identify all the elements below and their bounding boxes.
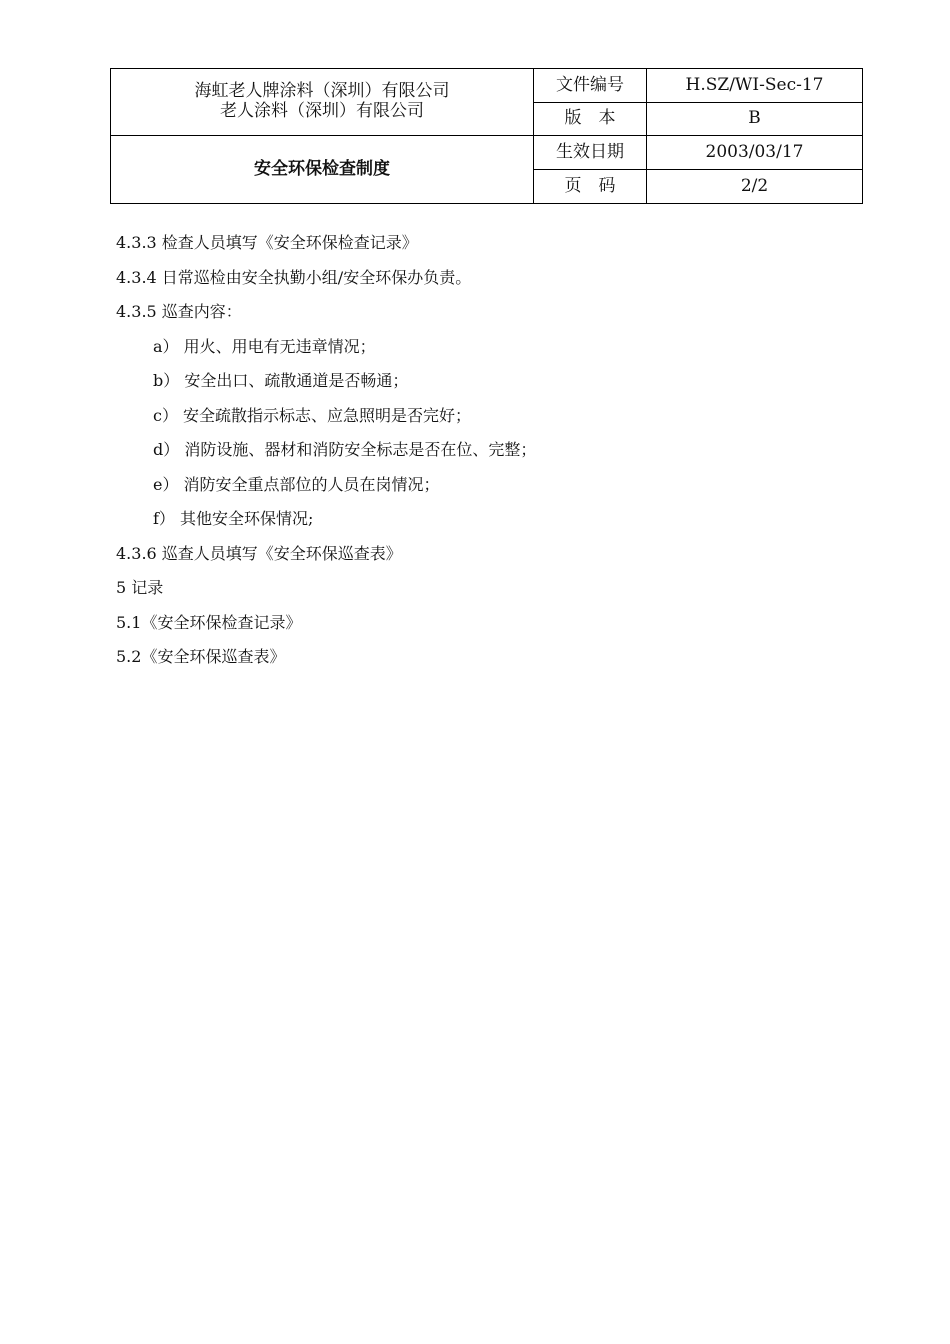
list-item-c: c） 安全疏散指示标志、应急照明是否完好；: [153, 405, 472, 425]
list-item-f: f） 其他安全环保情况;: [153, 509, 314, 528]
doc-number-value: H.SZ/WI-Sec-17: [647, 69, 863, 103]
list-item-e: e） 消防安全重点部位的人员在岗情况；: [153, 474, 440, 494]
section-5-1: 5.1《安全环保检查记录》: [116, 612, 302, 632]
paragraph-4-3-6: 4.3.6 巡查人员填写《安全环保巡查表》: [116, 543, 402, 563]
company-name-line-2: 老人涂料（深圳）有限公司: [220, 101, 424, 121]
page-number-label: 页 码: [534, 170, 647, 204]
list-item-a: a） 用火、用电有无违章情况；: [153, 336, 376, 356]
list-item-b: b） 安全出口、疏散通道是否畅通；: [153, 371, 409, 390]
version-label: 版 本: [534, 103, 647, 136]
document-body: [116, 226, 856, 675]
paragraph-4-3-3: 4.3.3 检查人员填写《安全环保检查记录》: [116, 233, 418, 252]
doc-number-label: 文件编号: [534, 69, 647, 103]
effective-date-label: 生效日期: [534, 136, 647, 170]
document-header-table: [110, 68, 863, 204]
paragraph-4-3-5: 4.3.5 巡查内容：: [116, 302, 242, 321]
list-item-d: d） 消防设施、器材和消防安全标志是否在位、完整；: [153, 440, 537, 459]
company-name-line-1: 海虹老人牌涂料（深圳）有限公司: [194, 81, 450, 102]
section-5-2: 5.2《安全环保巡查表》: [116, 647, 286, 666]
section-5-heading: 5 记录: [116, 578, 164, 597]
page-number-value: 2/2: [647, 170, 863, 204]
company-name-cell: [111, 69, 534, 136]
version-value: B: [647, 103, 863, 136]
document-title: 安全环保检查制度: [111, 136, 534, 204]
effective-date-value: 2003/03/17: [647, 136, 863, 170]
paragraph-4-3-4: 4.3.4 日常巡检由安全执勤小组/安全环保办负责。: [116, 267, 472, 287]
